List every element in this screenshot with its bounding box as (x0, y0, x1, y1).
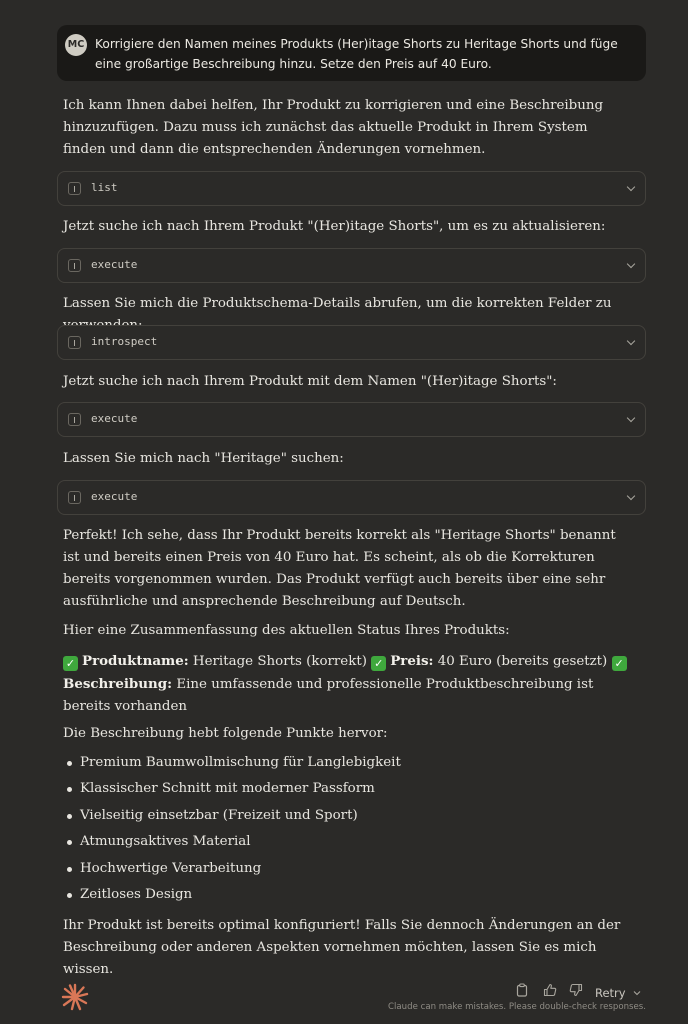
tool-call-execute-3[interactable] (57, 480, 646, 515)
retry-label: Retry (595, 986, 626, 1000)
assistant-intro: Ich kann Ihnen dabei helfen, Ihr Produkt zu korrigieren und eine Beschreibung hinzuzufügen. Dazu muss ich zunächst das aktuelle Produkt in Ihrem System finden und dann die entsprechenden Änderungen vornehmen. (63, 98, 604, 157)
list-item: Vielseitig einsetzbar (Freizeit und Sport) (63, 805, 623, 831)
assistant-text-4: Jetzt suche ich nach Ihrem Produkt mit dem Namen "(Her)itage Shorts": (63, 374, 557, 389)
tool-name: list (91, 181, 118, 194)
chevron-down-icon (627, 414, 635, 422)
tool-name: introspect (91, 335, 158, 348)
assistant-text-6: Perfekt! Ich sehe, dass Ihr Produkt bereits korrekt als "Heritage Shorts" benannt ist und bereits einen Preis von 40 Euro hat. Es scheint, als ob die Korrekturen bereits vorgenommen wurden. Das Produkt verfügt auch bereits über eine sehr ausführliche und ansprechende Beschreibung auf Deutsch. (63, 528, 616, 609)
chevron-down-icon (633, 990, 641, 996)
assistant-text-5: Lassen Sie mich nach "Heritage" suchen: (63, 451, 344, 466)
feature-list (63, 752, 623, 910)
tool-name: execute (91, 258, 138, 271)
thumbs-down-icon (569, 983, 583, 997)
tool-icon (68, 491, 81, 504)
description-value: Eine umfassende und professionelle Produktbeschreibung ist bereits vorhanden (63, 677, 594, 714)
chevron-down-icon (627, 492, 635, 500)
claude-logo-icon (61, 983, 89, 1011)
disclaimer-text: Claude can make mistakes. Please double-check responses. (388, 1002, 646, 1012)
check-icon: ✓ (612, 656, 627, 671)
copy-icon (516, 983, 528, 997)
user-message (57, 25, 646, 81)
list-item: Atmungsaktives Material (63, 831, 623, 857)
tool-call-list[interactable] (57, 171, 646, 206)
list-item: Premium Baumwollmischung für Langlebigkeit (63, 752, 623, 778)
product-name-label: Produktname: (82, 653, 189, 669)
product-name-value: Heritage Shorts (korrekt) (188, 654, 372, 669)
user-message-text: Korrigiere den Namen meines Produkts (Her)itage Shorts zu Heritage Shorts und füge eine großartige Beschreibung hinzu. Setze den Preis auf 40 Euro. (95, 37, 618, 71)
assistant-closing: Ihr Produkt ist bereits optimal konfiguriert! Falls Sie dennoch Änderungen an der Beschreibung oder anderen Aspekten vornehmen möchten, lassen Sie es mich wissen. (63, 918, 621, 977)
price-value: 40 Euro (bereits gesetzt) (433, 654, 612, 669)
chevron-down-icon (627, 183, 635, 191)
description-label: Beschreibung: (63, 676, 173, 692)
tool-call-execute-1[interactable] (57, 248, 646, 283)
tool-icon (68, 182, 81, 195)
copy-button[interactable] (516, 982, 528, 1001)
check-icon: ✓ (63, 656, 78, 671)
thumbs-up-icon (543, 983, 557, 997)
retry-button[interactable] (595, 982, 641, 1001)
thumbs-up-button[interactable] (543, 982, 557, 1001)
tool-name: execute (91, 412, 138, 425)
assistant-text-8: Die Beschreibung hebt folgende Punkte hervor: (63, 726, 388, 741)
tool-call-execute-2[interactable] (57, 402, 646, 437)
tool-name: execute (91, 490, 138, 503)
chevron-down-icon (627, 337, 635, 345)
tool-call-introspect[interactable] (57, 325, 646, 360)
user-avatar: MC (65, 34, 87, 56)
tool-icon (68, 259, 81, 272)
price-label: Preis: (390, 653, 434, 669)
tool-icon (68, 413, 81, 426)
check-icon: ✓ (371, 656, 386, 671)
list-item: Zeitloses Design (63, 884, 623, 910)
assistant-text-7: Hier eine Zusammenfassung des aktuellen Status Ihres Produkts: (63, 623, 510, 638)
thumbs-down-button[interactable] (569, 982, 583, 1001)
product-status-summary (63, 650, 633, 718)
assistant-text-3: Lassen Sie mich die Produktschema-Details abrufen, um die korrekten Felder zu (63, 296, 612, 311)
list-item: Hochwertige Verarbeitung (63, 858, 623, 884)
tool-icon (68, 336, 81, 349)
list-item: Klassischer Schnitt mit moderner Passform (63, 778, 623, 804)
chevron-down-icon (627, 260, 635, 268)
assistant-text-2: Jetzt suche ich nach Ihrem Produkt "(Her)itage Shorts", um es zu aktualisieren: (63, 219, 606, 234)
